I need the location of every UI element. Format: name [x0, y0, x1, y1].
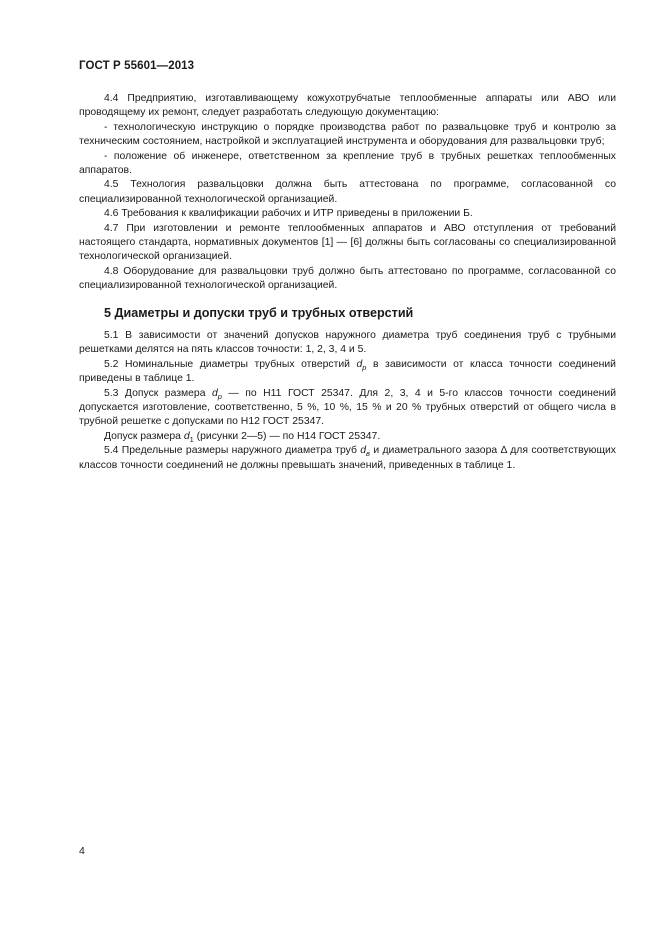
paragraph-4-8: 4.8 Оборудование для развальцовки труб должно быть аттестовано по программе, согласованной со специализированной технологической организацией.	[79, 265, 616, 292]
document-header: ГОСТ Р 55601—2013	[79, 60, 195, 72]
paragraph-5-2-text-b: в зависимости от класса точности соединений приведены в таблице 1.	[79, 358, 616, 385]
symbol-subscript: 1	[189, 434, 194, 444]
symbol-d: d	[360, 445, 367, 457]
paragraph-5-3c-text-b: (рисунки 2—5) — по Н14 ГОСТ 25347.	[193, 430, 381, 442]
paragraph-4-4-item-2: - положение об инженере, ответственном за крепление труб в трубных решетках теплообменных аппаратов.	[79, 150, 616, 177]
paragraph-5-4-text-b: и диаметрального зазора Δ для соответствующих классов точности соединений не должны превышать значений, приведенных в таблице 1.	[79, 445, 616, 471]
paragraph-5-3	[79, 387, 616, 430]
paragraph-5-1: 5.1 В зависимости от значений допусков наружного диаметра труб соединения труб с трубными решетками делятся на пять классов точности: 1, 2, 3, 4 и 5.	[79, 330, 616, 356]
section-5-body	[79, 329, 616, 473]
paragraph-4-7: 4.7 При изготовлении и ремонте теплообменных аппаратов и АВО отступления от требований настоящего стандарта, нормативных документов [1] — [6] должны быть согласованы со специализированной технологической организацией.	[79, 222, 616, 263]
paragraph-5-4	[79, 444, 616, 473]
paragraph-5-4-text-a: 5.4 Предельные размеры наружного диаметра труб	[104, 445, 361, 457]
paragraph-4-5: 4.5 Технология развальцовки должна быть аттестована по программе, согласованной со специализированной технологической организацией.	[79, 179, 616, 205]
symbol-d: d	[356, 358, 363, 370]
paragraph-5-3-continued	[79, 430, 616, 444]
symbol-subscript: в	[366, 449, 370, 459]
paragraph-4-6: 4.6 Требования к квалификации рабочих и ИТР приведены в приложении Б.	[104, 208, 473, 220]
symbol-d: d	[183, 430, 190, 442]
symbol-subscript: p	[217, 391, 222, 401]
section-4-body	[79, 92, 616, 294]
paragraph-4-4: 4.4 Предприятию, изготавливающему кожухотрубчатые теплообменные аппараты или АВО или проводящему их ремонт, следует разработать следующую документацию:	[79, 93, 616, 119]
page-number: 4	[79, 845, 85, 857]
paragraph-5-3-text-a: 5.3 Допуск размера	[104, 387, 212, 399]
symbol-d: d	[211, 387, 218, 399]
paragraph-5-3-text-b: — по Н11 ГОСТ 25347. Для 2, 3, 4 и 5-го классов точности соединений допускается изготовление, соответственно, 5 %, 10 %, 15 % и 20 % трубных отверстий от общего числа в трубной решетке с допусками по Н12 ГОСТ 25347.	[79, 387, 616, 428]
symbol-subscript: p	[362, 362, 367, 372]
paragraph-5-2-text-a: 5.2 Номинальные диаметры трубных отверстий	[104, 358, 357, 370]
section-5-title: 5 Диаметры и допуски труб и трубных отверстий	[104, 306, 414, 320]
paragraph-5-2	[79, 358, 616, 387]
paragraph-5-3c-text-a: Допуск размера	[104, 430, 184, 442]
paragraph-4-4-item-1: - технологическую инструкцию о порядке производства работ по развальцовке труб и контролю за техническим состоянием, настройкой и эксплуатацией инструмента и оборудования для развальцовки труб;	[79, 121, 616, 148]
